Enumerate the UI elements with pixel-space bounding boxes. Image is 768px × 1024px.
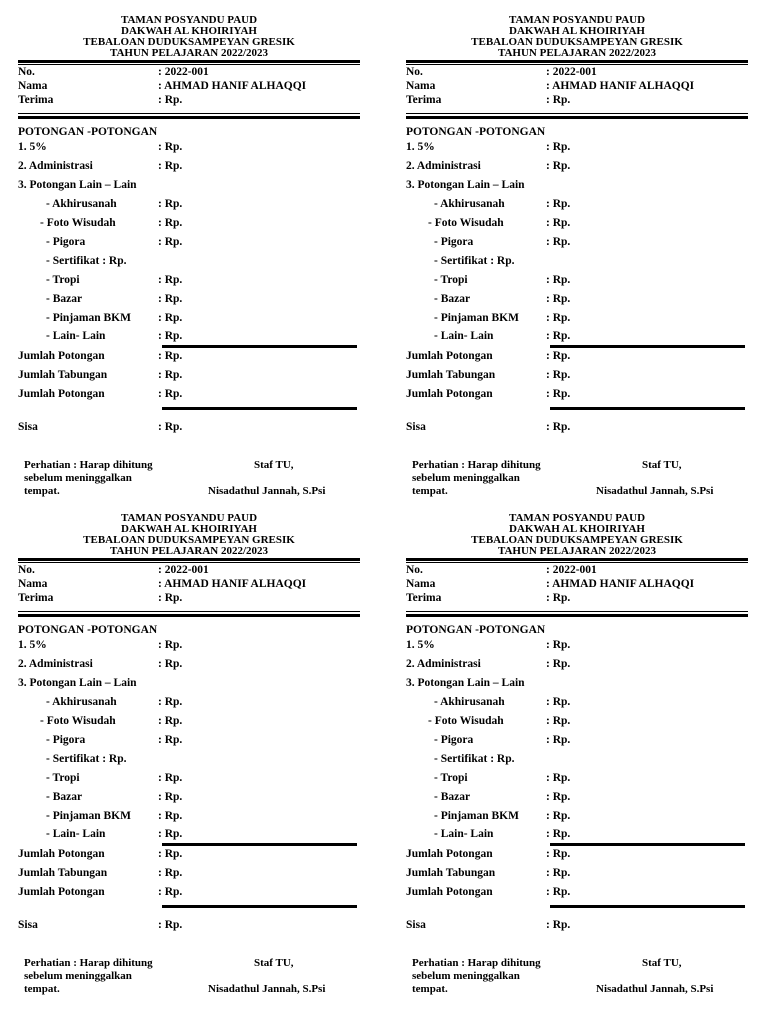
school-address: TEBALOAN DUDUKSAMPEYAN GRESIK	[471, 534, 683, 546]
deduction-label: - Bazar	[46, 293, 83, 305]
no-value: : 2022-001	[158, 66, 209, 78]
deduction-value: : Rp.	[546, 198, 571, 210]
total-value: : Rp.	[546, 867, 571, 879]
staff-name: Nisadathul Jannah, S.Psi	[208, 983, 326, 995]
terima-value: : Rp.	[546, 592, 571, 604]
deduction-label: - Pinjaman BKM	[46, 312, 131, 324]
subtotal-divider	[162, 345, 357, 348]
school-name: TAMAN POSYANDU PAUD	[508, 14, 646, 26]
total-value: : Rp.	[158, 848, 183, 860]
deduction-label: 1. 5%	[406, 141, 435, 153]
deduction-value: : Rp.	[158, 274, 183, 286]
school-address: TEBALOAN DUDUKSAMPEYAN GRESIK	[471, 36, 683, 48]
deduction-label: - Foto Wisudah	[428, 715, 504, 727]
no-label: No.	[406, 564, 423, 576]
deduction-label: 3. Potongan Lain – Lain	[18, 179, 137, 191]
nama-value: : AHMAD HANIF ALHAQQI	[546, 80, 695, 92]
deduction-value: : Rp.	[158, 810, 183, 822]
terima-value: : Rp.	[546, 94, 571, 106]
sisa-value: : Rp.	[158, 919, 183, 931]
school-address: TEBALOAN DUDUKSAMPEYAN GRESIK	[83, 36, 295, 48]
no-value: : 2022-001	[546, 564, 597, 576]
deduction-value: : Rp.	[158, 160, 183, 172]
sisa-label: Sisa	[406, 421, 426, 433]
foundation-name: DAKWAH AL KHOIRIYAH	[509, 523, 645, 535]
deduction-label: - Pinjaman BKM	[46, 810, 131, 822]
foundation-name: DAKWAH AL KHOIRIYAH	[121, 25, 257, 37]
deduction-label: 3. Potongan Lain – Lain	[406, 179, 525, 191]
deduction-value: : Rp.	[546, 715, 571, 727]
school-name: TAMAN POSYANDU PAUD	[120, 512, 258, 524]
deduction-label: - Foto Wisudah	[40, 217, 116, 229]
sisa-value: : Rp.	[158, 421, 183, 433]
no-label: No.	[406, 66, 423, 78]
header-divider	[406, 60, 748, 63]
deduction-value: : Rp.	[546, 772, 571, 784]
info-divider	[406, 116, 748, 119]
nama-label: Nama	[406, 578, 436, 590]
deduction-value: : Rp.	[546, 696, 571, 708]
deduction-value: : Rp.	[158, 141, 183, 153]
total-divider	[162, 905, 357, 908]
deduction-label: - Lain- Lain	[46, 828, 106, 840]
sisa-label: Sisa	[18, 421, 38, 433]
notice-line-2: sebelum meninggalkan	[412, 970, 520, 982]
deductions-title: POTONGAN -POTONGAN	[406, 126, 546, 138]
header-divider-thin	[406, 562, 748, 563]
info-divider	[18, 614, 360, 617]
total-value: : Rp.	[546, 848, 571, 860]
info-divider	[406, 614, 748, 617]
deduction-label: - Lain- Lain	[434, 828, 494, 840]
staff-title: Staf TU,	[254, 957, 294, 969]
deduction-label: - Sertifikat : Rp.	[46, 255, 127, 267]
deduction-label: - Pigora	[46, 734, 86, 746]
terima-value: : Rp.	[158, 94, 183, 106]
academic-year: TAHUN PELAJARAN 2022/2023	[109, 47, 269, 59]
subtotal-divider	[550, 345, 745, 348]
deductions-title: POTONGAN -POTONGAN	[18, 624, 158, 636]
deduction-value: : Rp.	[158, 791, 183, 803]
academic-year: TAHUN PELAJARAN 2022/2023	[497, 47, 657, 59]
deduction-value: : Rp.	[158, 734, 183, 746]
sisa-value: : Rp.	[546, 919, 571, 931]
deduction-label: 2. Administrasi	[18, 160, 93, 172]
notice-line-1: Perhatian : Harap dihitung	[24, 459, 153, 471]
info-divider	[18, 116, 360, 119]
payment-slip	[406, 498, 768, 998]
notice-line-3: tempat.	[24, 983, 60, 995]
deduction-label: - Sertifikat : Rp.	[434, 255, 515, 267]
school-name: TAMAN POSYANDU PAUD	[120, 14, 258, 26]
sisa-label: Sisa	[406, 919, 426, 931]
deduction-value: : Rp.	[158, 658, 183, 670]
payment-slip	[18, 0, 390, 500]
staff-name: Nisadathul Jannah, S.Psi	[208, 485, 326, 497]
deduction-value: : Rp.	[546, 141, 571, 153]
total-value: : Rp.	[158, 350, 183, 362]
total-label: Jumlah Potongan	[406, 886, 493, 898]
deduction-value: : Rp.	[546, 791, 571, 803]
deduction-label: 1. 5%	[406, 639, 435, 651]
deduction-value: : Rp.	[158, 330, 183, 342]
notice-line-2: sebelum meninggalkan	[24, 472, 132, 484]
deduction-value: : Rp.	[158, 772, 183, 784]
header-divider-thin	[406, 64, 748, 65]
total-label: Jumlah Tabungan	[18, 369, 108, 381]
header-divider-thin	[18, 64, 360, 65]
deduction-value: : Rp.	[546, 217, 571, 229]
deduction-value: : Rp.	[546, 293, 571, 305]
total-label: Jumlah Tabungan	[406, 369, 496, 381]
info-divider-thin	[406, 113, 748, 114]
deduction-label: 1. 5%	[18, 639, 47, 651]
foundation-name: DAKWAH AL KHOIRIYAH	[509, 25, 645, 37]
deduction-label: 3. Potongan Lain – Lain	[18, 677, 137, 689]
deduction-label: - Akhirusanah	[434, 198, 505, 210]
total-value: : Rp.	[546, 369, 571, 381]
notice-line-1: Perhatian : Harap dihitung	[24, 957, 153, 969]
deduction-label: - Lain- Lain	[434, 330, 494, 342]
school-address: TEBALOAN DUDUKSAMPEYAN GRESIK	[83, 534, 295, 546]
terima-label: Terima	[406, 94, 442, 106]
deduction-label: - Pigora	[434, 734, 474, 746]
nama-value: : AHMAD HANIF ALHAQQI	[158, 80, 307, 92]
deduction-value: : Rp.	[546, 160, 571, 172]
nama-value: : AHMAD HANIF ALHAQQI	[546, 578, 695, 590]
notice-line-1: Perhatian : Harap dihitung	[412, 957, 541, 969]
deduction-value: : Rp.	[158, 198, 183, 210]
notice-line-3: tempat.	[412, 983, 448, 995]
deduction-value: : Rp.	[158, 236, 183, 248]
total-value: : Rp.	[158, 369, 183, 381]
total-label: Jumlah Potongan	[406, 848, 493, 860]
foundation-name: DAKWAH AL KHOIRIYAH	[121, 523, 257, 535]
deduction-value: : Rp.	[546, 274, 571, 286]
deduction-label: 2. Administrasi	[406, 658, 481, 670]
nama-label: Nama	[18, 80, 48, 92]
terima-label: Terima	[406, 592, 442, 604]
subtotal-divider	[162, 843, 357, 846]
total-label: Jumlah Potongan	[18, 886, 105, 898]
total-divider	[550, 905, 745, 908]
deduction-label: - Tropi	[434, 772, 468, 784]
deduction-value: : Rp.	[158, 639, 183, 651]
nama-value: : AHMAD HANIF ALHAQQI	[158, 578, 307, 590]
deduction-label: - Pinjaman BKM	[434, 810, 519, 822]
total-label: Jumlah Potongan	[18, 848, 105, 860]
info-divider-thin	[18, 611, 360, 612]
deduction-label: 2. Administrasi	[406, 160, 481, 172]
deduction-value: : Rp.	[158, 293, 183, 305]
payment-slip	[18, 498, 390, 998]
staff-title: Staf TU,	[642, 459, 682, 471]
deductions-title: POTONGAN -POTONGAN	[406, 624, 546, 636]
total-label: Jumlah Tabungan	[406, 867, 496, 879]
nama-label: Nama	[406, 80, 436, 92]
deduction-label: - Tropi	[434, 274, 468, 286]
deduction-label: - Pigora	[46, 236, 86, 248]
deduction-value: : Rp.	[158, 696, 183, 708]
deduction-label: - Foto Wisudah	[428, 217, 504, 229]
info-divider-thin	[18, 113, 360, 114]
staff-name: Nisadathul Jannah, S.Psi	[596, 485, 714, 497]
deduction-value: : Rp.	[546, 658, 571, 670]
total-value: : Rp.	[546, 886, 571, 898]
header-divider-thin	[18, 562, 360, 563]
header-divider	[18, 60, 360, 63]
total-label: Jumlah Potongan	[18, 350, 105, 362]
payment-slip	[406, 0, 768, 500]
deduction-label: - Lain- Lain	[46, 330, 106, 342]
deduction-value: : Rp.	[546, 330, 571, 342]
total-divider	[162, 407, 357, 410]
deduction-value: : Rp.	[546, 828, 571, 840]
total-label: Jumlah Potongan	[406, 388, 493, 400]
deduction-label: - Akhirusanah	[46, 696, 117, 708]
total-label: Jumlah Potongan	[406, 350, 493, 362]
deduction-value: : Rp.	[546, 312, 571, 324]
header-divider	[406, 558, 748, 561]
deduction-label: - Sertifikat : Rp.	[46, 753, 127, 765]
deduction-label: 3. Potongan Lain – Lain	[406, 677, 525, 689]
total-value: : Rp.	[158, 388, 183, 400]
notice-line-3: tempat.	[412, 485, 448, 497]
deductions-title: POTONGAN -POTONGAN	[18, 126, 158, 138]
no-value: : 2022-001	[158, 564, 209, 576]
staff-title: Staf TU,	[642, 957, 682, 969]
deduction-value: : Rp.	[158, 828, 183, 840]
no-label: No.	[18, 564, 35, 576]
terima-value: : Rp.	[158, 592, 183, 604]
total-value: : Rp.	[546, 350, 571, 362]
deduction-label: 1. 5%	[18, 141, 47, 153]
deduction-label: - Akhirusanah	[434, 696, 505, 708]
total-value: : Rp.	[158, 886, 183, 898]
staff-name: Nisadathul Jannah, S.Psi	[596, 983, 714, 995]
deduction-label: 2. Administrasi	[18, 658, 93, 670]
total-divider	[550, 407, 745, 410]
deduction-label: - Tropi	[46, 274, 80, 286]
deduction-label: - Tropi	[46, 772, 80, 784]
deduction-value: : Rp.	[546, 639, 571, 651]
no-value: : 2022-001	[546, 66, 597, 78]
school-name: TAMAN POSYANDU PAUD	[508, 512, 646, 524]
nama-label: Nama	[18, 578, 48, 590]
notice-line-1: Perhatian : Harap dihitung	[412, 459, 541, 471]
deduction-label: - Foto Wisudah	[40, 715, 116, 727]
header-divider	[18, 558, 360, 561]
total-label: Jumlah Potongan	[18, 388, 105, 400]
info-divider-thin	[406, 611, 748, 612]
deduction-label: - Sertifikat : Rp.	[434, 753, 515, 765]
deduction-label: - Akhirusanah	[46, 198, 117, 210]
academic-year: TAHUN PELAJARAN 2022/2023	[497, 545, 657, 557]
terima-label: Terima	[18, 592, 54, 604]
deduction-label: - Bazar	[434, 293, 471, 305]
notice-line-2: sebelum meninggalkan	[24, 970, 132, 982]
deduction-label: - Bazar	[434, 791, 471, 803]
total-value: : Rp.	[158, 867, 183, 879]
deduction-value: : Rp.	[546, 810, 571, 822]
sisa-label: Sisa	[18, 919, 38, 931]
deduction-value: : Rp.	[546, 734, 571, 746]
deduction-label: - Pinjaman BKM	[434, 312, 519, 324]
deduction-value: : Rp.	[158, 715, 183, 727]
total-value: : Rp.	[546, 388, 571, 400]
sisa-value: : Rp.	[546, 421, 571, 433]
total-label: Jumlah Tabungan	[18, 867, 108, 879]
deduction-value: : Rp.	[158, 312, 183, 324]
terima-label: Terima	[18, 94, 54, 106]
subtotal-divider	[550, 843, 745, 846]
academic-year: TAHUN PELAJARAN 2022/2023	[109, 545, 269, 557]
notice-line-3: tempat.	[24, 485, 60, 497]
deduction-label: - Bazar	[46, 791, 83, 803]
staff-title: Staf TU,	[254, 459, 294, 471]
deduction-value: : Rp.	[546, 236, 571, 248]
no-label: No.	[18, 66, 35, 78]
deduction-label: - Pigora	[434, 236, 474, 248]
deduction-value: : Rp.	[158, 217, 183, 229]
notice-line-2: sebelum meninggalkan	[412, 472, 520, 484]
